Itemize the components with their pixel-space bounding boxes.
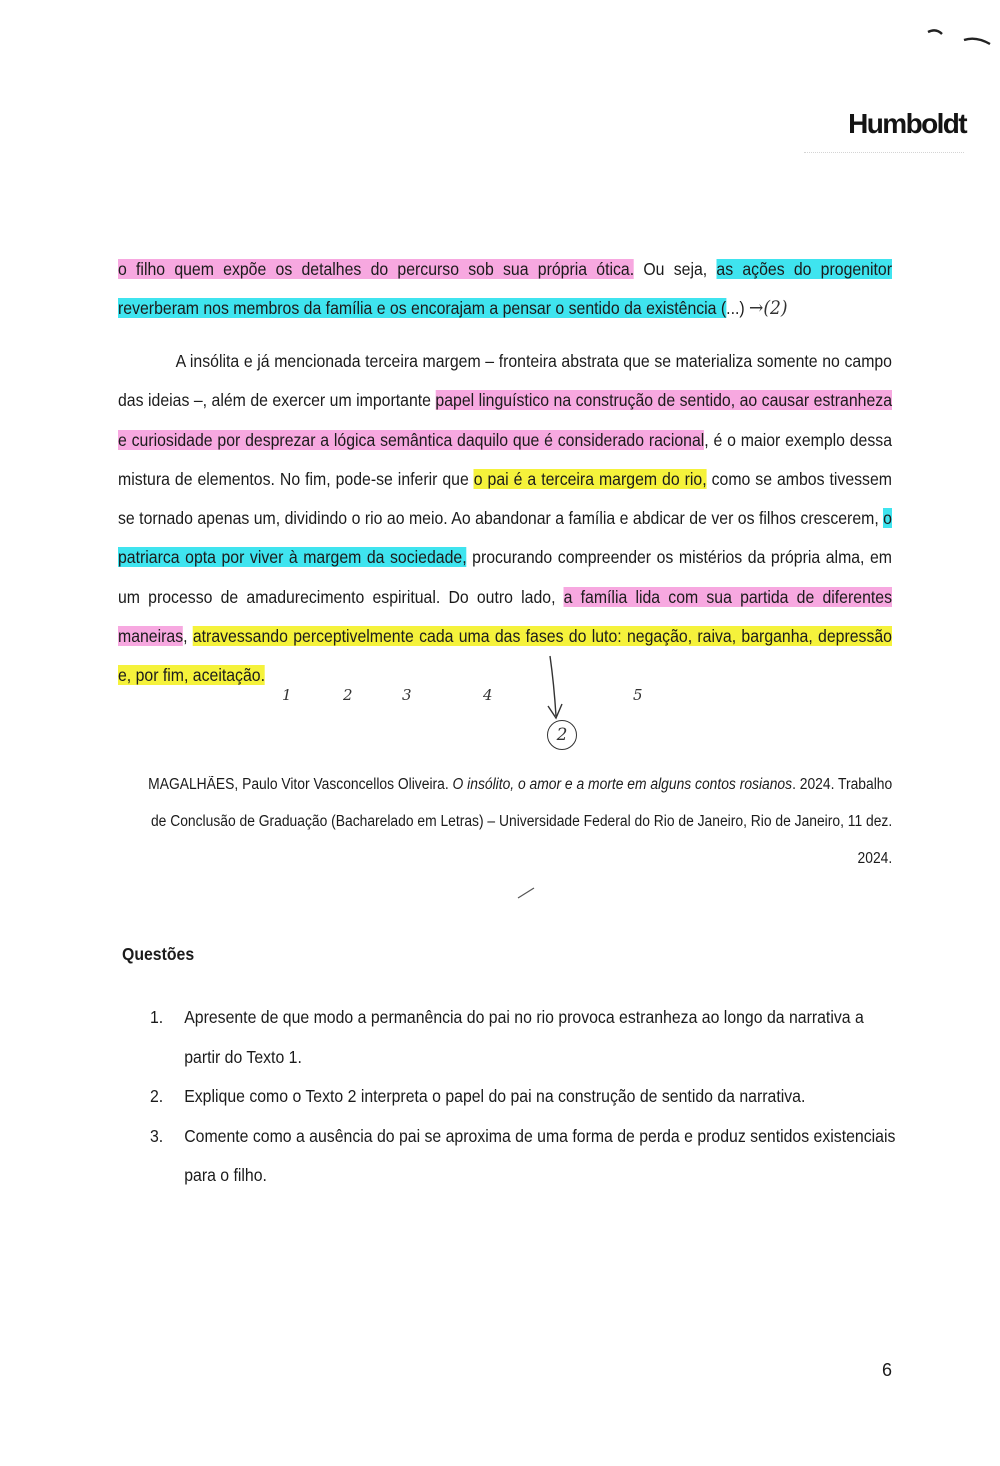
text-segment: , é o maior exemplo dessa mistura de elementos. No fim, pode-se inferir que [118,429,893,489]
humboldt-logo: Humboldt [848,108,966,139]
highlight-yellow-1: o pai é a terceira margem do rio, [473,468,707,489]
highlight-yellow-2: atravessando perceptivelmente cada uma das fases do luto: negação, raiva, barganha, depressão e, por fim, aceitação. [118,626,892,686]
annotation-number: 1 [282,686,292,704]
question-number: 3. [150,1125,164,1146]
pen-mark-icon [512,884,542,904]
logo-tagline [804,146,964,153]
highlight-pink-1: o filho quem expõe os detalhes do percurso sob sua própria ótica. [118,259,635,279]
circled-annotation: 2 [547,720,577,750]
highlight-pink-3: a família lida com sua partida de diferentes maneiras [118,586,892,647]
annotation-number: 3 [402,686,412,704]
text-segment: A insólita e já mencionada terceira margem – fronteira abstrata que se materializa somente no campo das ideias –, além de exercer um importante [118,351,893,411]
text-segment: Ou seja, [634,259,717,279]
highlight-cyan-1: as ações do progenitor reverberam nos membros da família e os encorajam a pensar o sentido da existência ( [118,259,892,319]
handwritten-note: →(2) [749,297,788,320]
text-segment: como se ambos tivessem se tornado apenas um, dividindo o rio ao meio. Ao abandonar a família e abdicar de ver os filhos crescerem, [118,468,892,529]
annotation-number: 5 [633,686,643,704]
annotation-number: 4 [483,686,493,704]
questions-heading: Questões [122,944,195,964]
reference-title: O insólito, o amor e a morte em alguns contos rosianos [452,776,793,793]
paragraph-1 [118,250,892,329]
reference-details: . 2024. Trabalho de Conclusão de Graduação (Bacharelado em Letras) – Universidade Federal do Rio de Janeiro, Rio de Janeiro, 11 dez. 2024. [150,776,893,867]
question-item [150,1117,898,1196]
text-segment: , [183,626,193,647]
question-text: Comente como a ausência do pai se aproxima de uma forma de perda e produz sentidos existenciais para o filho. [184,1125,896,1185]
highlight-cyan-2: o patriarca opta por viver à margem da sociedade, [118,508,892,568]
pen-mark-icon [924,26,994,50]
down-arrow-icon [540,654,570,724]
question-number: 2. [150,1086,164,1106]
page-number: 6 [881,1360,892,1380]
question-text: Explique como o Texto 2 interpreta o papel do pai na construção de sentido da narrativa. [184,1086,806,1106]
text-segment: procurando compreender os mistérios da própria alma, em um processo de amadurecimento espiritual. Do outro lado, [118,547,892,607]
question-number: 1. [150,1007,164,1027]
reference-author: MAGALHÃES, Paulo Vitor Vasconcellos Oliveira. [148,776,453,793]
paragraph-2 [118,342,893,696]
handwritten-numbers [0,686,1000,716]
question-text: Apresente de que modo a permanência do pai no rio provoca estranheza ao longo da narrativa a partir do Texto 1. [184,1007,864,1067]
text-segment: ...) [726,298,750,319]
questions-list [150,998,896,1196]
question-item [150,998,898,1077]
bibliographic-reference [129,766,892,877]
highlight-pink-2: papel linguístico na construção de sentido, ao causar estranheza e curiosidade por desprezar a lógica semântica daquilo que é considerado racional [118,390,892,450]
question-item [150,1077,898,1117]
annotation-number: 2 [343,686,353,704]
